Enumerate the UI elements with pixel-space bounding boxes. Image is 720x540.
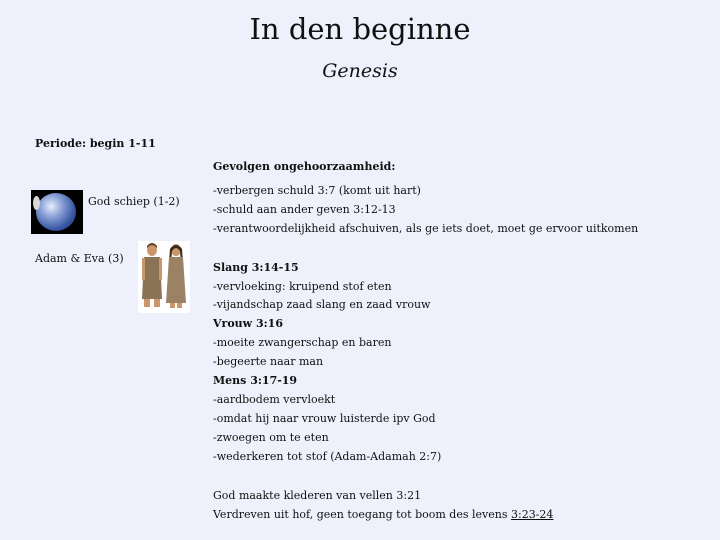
- adam-eva-image: [138, 241, 190, 313]
- globe-icon: [36, 193, 76, 231]
- slang-line: -vervloeking: kruipend stof eten: [213, 280, 392, 293]
- gevolgen-line: -verbergen schuld 3:7 (komt uit hart): [213, 184, 421, 197]
- adam-figure-icon: [142, 243, 162, 307]
- verdreven-text: Verdreven uit hof, geen toegang tot boom des levens: [213, 508, 511, 521]
- earth-image: [31, 190, 83, 234]
- klederen-line: God maakte klederen van vellen 3:21: [213, 489, 422, 502]
- periode-label: Periode: begin 1-11: [35, 137, 156, 150]
- mens-line: -aardbodem vervloekt: [213, 393, 336, 406]
- gevolgen-heading: Gevolgen ongehoorzaamheid:: [213, 160, 396, 173]
- vrouw-heading: Vrouw 3:16: [213, 317, 283, 330]
- page-subtitle: Genesis: [322, 60, 398, 82]
- eva-figure-icon: [166, 244, 186, 308]
- mens-line: -omdat hij naar vrouw luisterde ipv God: [213, 412, 436, 425]
- slang-line: -vijandschap zaad slang en zaad vrouw: [213, 298, 431, 311]
- vrouw-line: -begeerte naar man: [213, 355, 324, 368]
- god-schiep-label: God schiep (1-2): [88, 195, 180, 208]
- adam-eva-label: Adam & Eva (3): [35, 252, 124, 265]
- verdreven-line: [213, 508, 553, 521]
- mens-line: -zwoegen om te eten: [213, 431, 329, 444]
- mens-heading: Mens 3:17-19: [213, 374, 298, 387]
- gevolgen-line: -verantwoordelijkheid afschuiven, als ge iets doet, moet ge ervoor uitkomen: [213, 222, 639, 235]
- verdreven-reference: 3:23-24: [510, 508, 554, 521]
- page-title: In den beginne: [249, 12, 471, 46]
- slang-heading: Slang 3:14-15: [213, 261, 299, 274]
- vrouw-line: -moeite zwangerschap en baren: [213, 336, 392, 349]
- moon-icon: [33, 196, 40, 210]
- gevolgen-line: -schuld aan ander geven 3:12-13: [213, 203, 396, 216]
- mens-line: -wederkeren tot stof (Adam-Adamah 2:7): [213, 450, 442, 463]
